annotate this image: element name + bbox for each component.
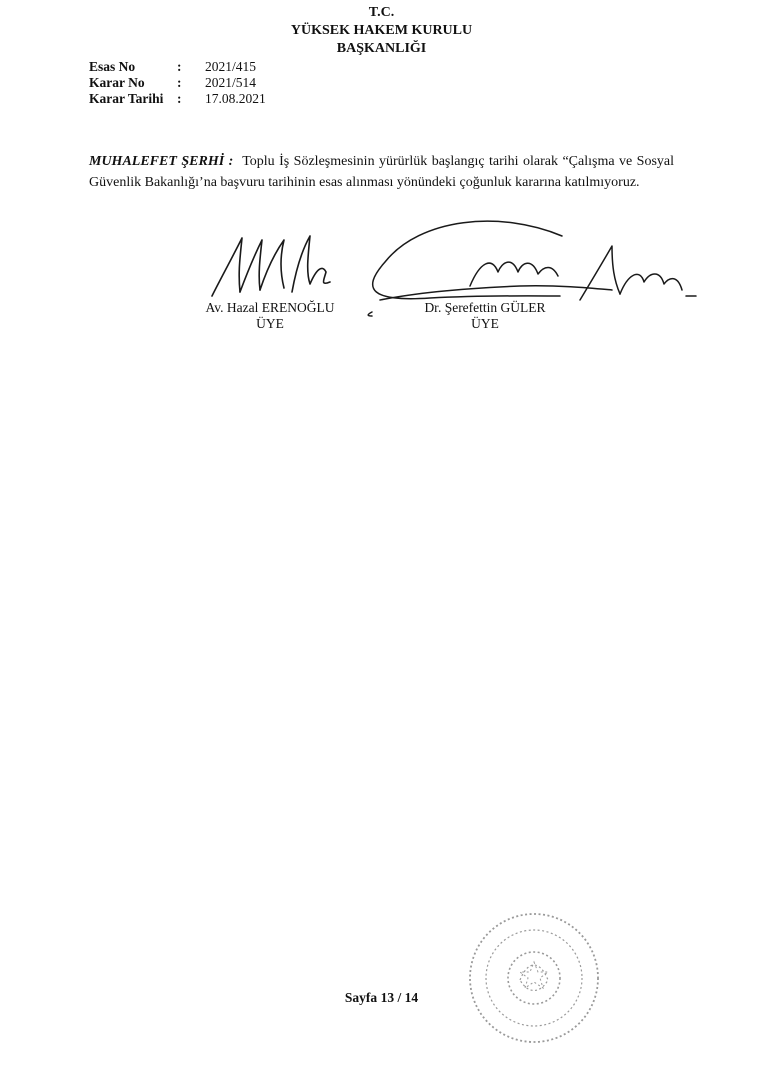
- case-meta: [89, 59, 266, 107]
- meta-row-esas: [89, 59, 266, 75]
- meta-colon: :: [177, 91, 182, 106]
- signatory-role: ÜYE: [256, 316, 284, 331]
- page-prefix: Sayfa: [344, 990, 381, 1005]
- meta-row-karar: [89, 75, 266, 91]
- signatory-name: Av. Hazal ERENOĞLU: [205, 300, 335, 315]
- signatory-block: [405, 300, 565, 332]
- meta-label: Karar No: [89, 75, 145, 90]
- header-institution: YÜKSEK HAKEM KURULU: [290, 23, 473, 38]
- page-separator: /: [394, 990, 405, 1005]
- page-current: 13: [380, 990, 395, 1005]
- signature-erenoglu: [212, 236, 330, 296]
- dissenting-opinion: [89, 151, 674, 193]
- dissent-heading: MUHALEFET ŞERHİ :: [89, 154, 234, 169]
- page-total: 14: [404, 990, 419, 1005]
- signatory-block: [190, 300, 350, 332]
- meta-colon: :: [177, 59, 182, 74]
- meta-label: Esas No: [89, 59, 136, 74]
- meta-value: 17.08.2021: [205, 91, 266, 106]
- official-stamp: [470, 914, 598, 1042]
- meta-label: Karar Tarihi: [89, 91, 164, 106]
- meta-value: 2021/514: [205, 75, 257, 90]
- meta-colon: :: [177, 75, 182, 90]
- meta-value: 2021/415: [205, 59, 257, 74]
- header-presidency: BAŞKANLIĞI: [336, 41, 427, 56]
- meta-row-karar-tarihi: [89, 91, 266, 107]
- header-tc: T.C.: [368, 5, 395, 20]
- signatory-role: ÜYE: [471, 316, 499, 331]
- page-number: [0, 990, 763, 1006]
- dissent-text: Toplu İş Sözleşmesinin yürürlük başlangıç tarihi olarak “Çalışma ve Sosyal Güvenlik Bakanlığı’na başvuru tarihinin esas alınması yönündeki çoğunluk kararına katılmıyoruz.: [89, 154, 675, 190]
- signatory-name: Dr. Şerefettin GÜLER: [424, 300, 546, 315]
